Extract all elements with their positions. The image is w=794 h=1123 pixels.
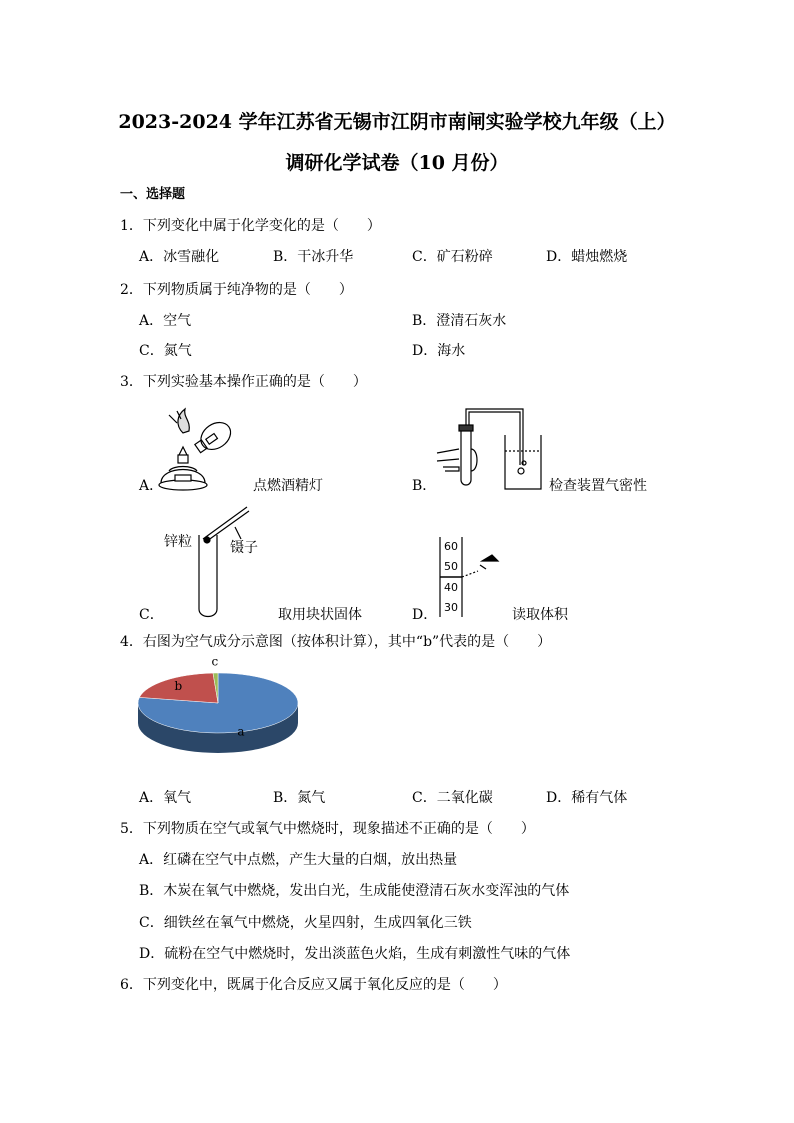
q3-option-d-letter[interactable]: D． [412,607,438,623]
q2-option-d[interactable]: D．海水 [412,343,466,359]
q3-option-c-letter[interactable]: C． [139,607,164,623]
q3-option-a-caption: 点燃酒精灯 [253,478,323,494]
scale-tick-30: 30 [444,601,458,614]
scale-tick-40: 40 [444,581,458,594]
q3-option-a-letter[interactable]: A． [139,478,164,494]
q3-option-d-caption: 读取体积 [512,607,568,623]
pie-label-b: b [174,679,183,694]
q5-option-b[interactable]: B．木炭在氧气中燃烧，发出白光，生成能使澄清石灰水变浑浊的气体 [139,883,570,899]
zinc-label: 锌粒 [164,534,192,550]
q3-option-b-caption: 检查装置气密性 [549,478,647,494]
q4-option-d[interactable]: D．稀有气体 [546,790,628,806]
q3-stem: 3．下列实验基本操作正确的是（ ） [120,374,367,390]
q1-option-c[interactable]: C．矿石粉碎 [412,249,493,265]
title-line-1: 2023-2024 学年江苏省无锡市江阴市南闸实验学校九年级（上） [118,111,676,133]
section-heading: 一、选择题 [120,187,186,202]
pie-label-a: a [237,724,245,739]
q4-option-a[interactable]: A．氧气 [139,790,192,806]
scale-tick-50: 50 [444,560,458,573]
q1-option-d[interactable]: D．蜡烛燃烧 [546,249,628,265]
alcohol-lamp-image [155,405,245,495]
q6-stem: 6．下列变化中，既属于化合反应又属于氧化反应的是（ ） [120,977,507,993]
tweezers-label: 镊子 [230,540,258,556]
q5-option-a[interactable]: A．红磷在空气中点燃，产生大量的白烟，放出热量 [139,852,458,868]
scale-tick-60: 60 [444,540,458,553]
q5-stem: 5．下列物质在空气或氧气中燃烧时，现象描述不正确的是（ ） [120,821,535,837]
q3-option-b-letter[interactable]: B． [412,478,437,494]
q4-option-c[interactable]: C．二氧化碳 [412,790,493,806]
q1-stem: 1．下列变化中属于化学变化的是（ ） [120,218,381,234]
q5-option-d[interactable]: D．硫粉在空气中燃烧时，发出淡蓝色火焰，生成有刺激性气味的气体 [139,946,571,962]
q3-option-c-caption: 取用块状固体 [278,607,362,623]
airtightness-check-image [435,405,545,495]
air-composition-pie-chart [135,655,310,780]
q5-option-c[interactable]: C．细铁丝在氧气中燃烧，火星四射，生成四氧化三铁 [139,915,472,931]
q2-option-b[interactable]: B．澄清石灰水 [412,313,507,329]
q4-stem: 4．右图为空气成分示意图（按体积计算），其中“b”代表的是（ ） [120,634,552,650]
q4-option-b[interactable]: B．氮气 [273,790,326,806]
q2-option-a[interactable]: A．空气 [139,313,192,329]
cylinder-reading-image [438,533,508,618]
q1-option-b[interactable]: B．干冰升华 [273,249,354,265]
block-solid-image [195,505,255,620]
pie-label-c: c [211,655,219,669]
q2-option-c[interactable]: C．氮气 [139,343,192,359]
q1-option-a[interactable]: A．冰雪融化 [139,249,220,265]
title-line-2: 调研化学试卷（10 月份） [285,152,509,174]
q2-stem: 2．下列物质属于纯净物的是（ ） [120,282,353,298]
